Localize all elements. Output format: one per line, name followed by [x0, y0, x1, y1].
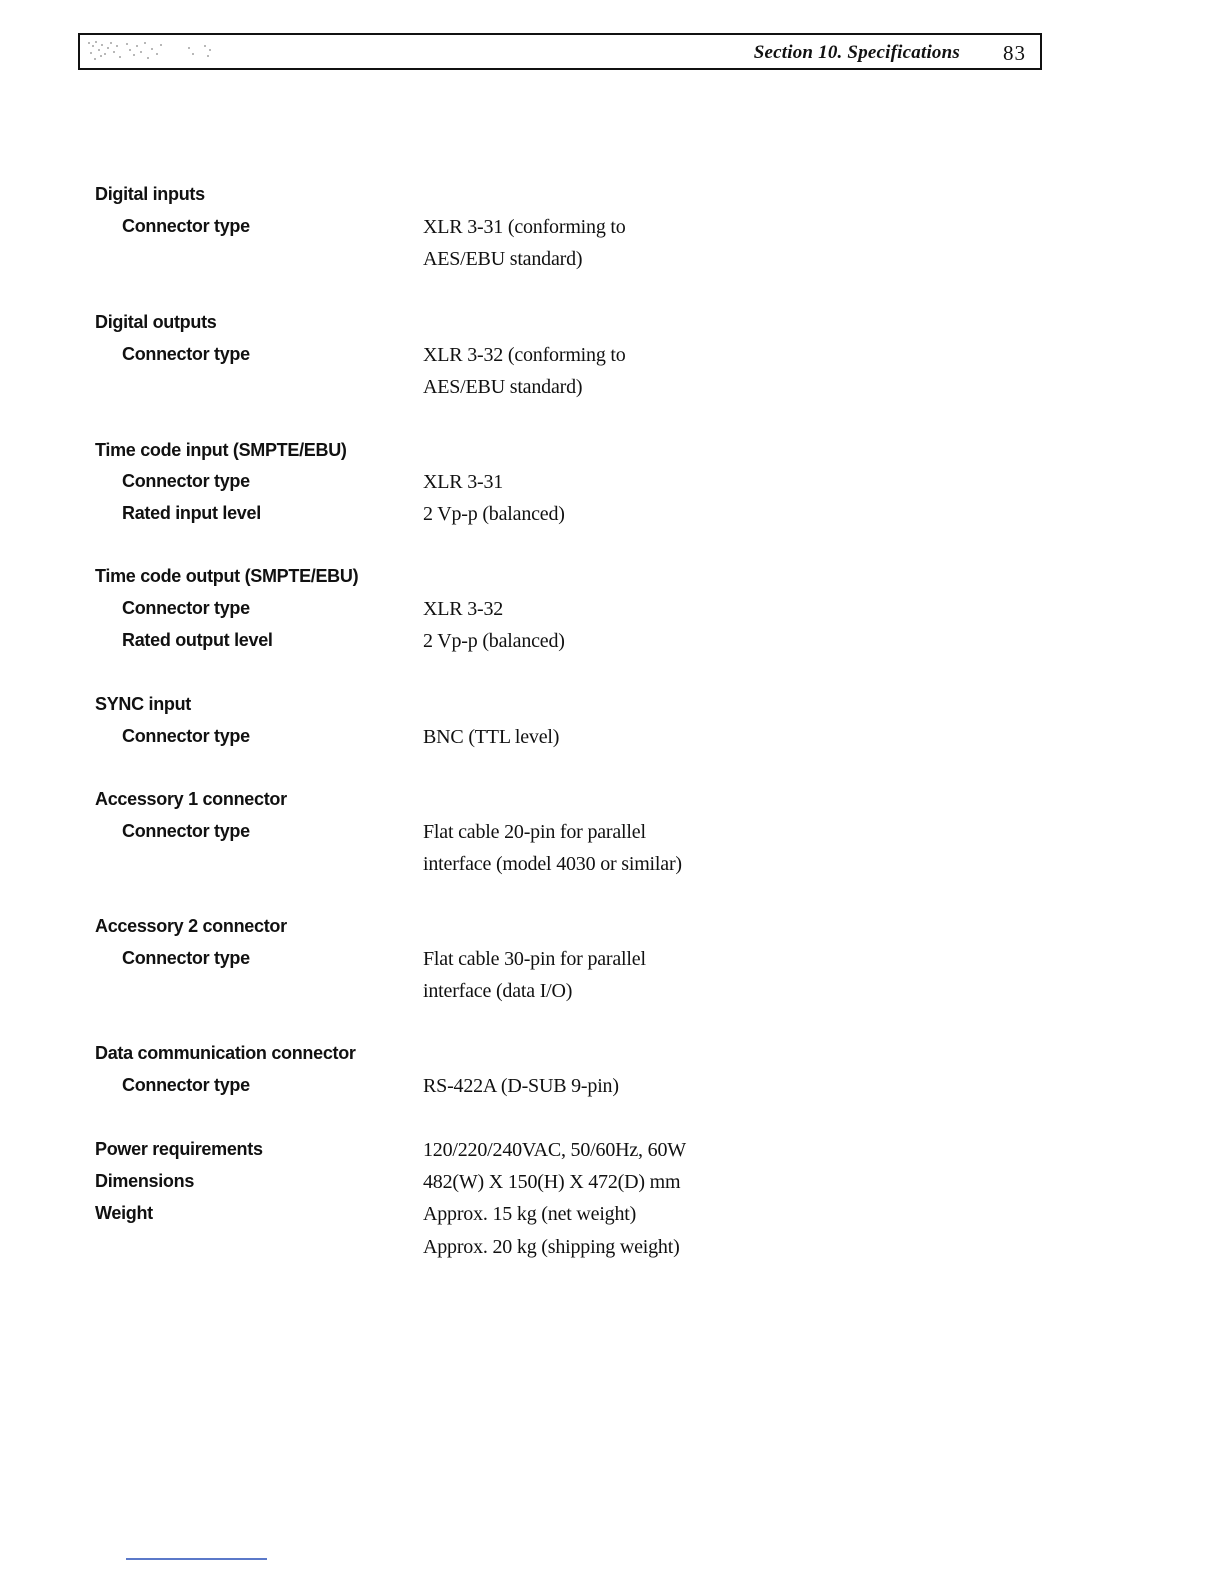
accessory-2-connector-value: Flat cable 30-pin for parallel	[423, 948, 646, 970]
dimensions-label: Dimensions	[95, 1171, 195, 1191]
digital-outputs-connector-label: Connector type	[122, 344, 250, 364]
timecode-output-heading: Time code output (SMPTE/EBU)	[95, 566, 359, 586]
data-comm-heading: Data communication connector	[95, 1043, 356, 1063]
weight-label: Weight	[95, 1203, 153, 1223]
timecode-input-level-value: 2 Vp-p (balanced)	[423, 503, 565, 525]
timecode-input-connector-label: Connector type	[122, 471, 250, 491]
weight-shipping-value: Approx. 20 kg (shipping weight)	[423, 1236, 680, 1258]
footer-rule	[126, 1558, 267, 1560]
accessory-1-heading: Accessory 1 connector	[95, 789, 287, 809]
timecode-input-level-label: Rated input level	[122, 503, 261, 523]
section-title: Section 10. Specifications	[753, 42, 960, 63]
data-comm-connector-label: Connector type	[122, 1075, 250, 1095]
power-value: 120/220/240VAC, 50/60Hz, 60W	[423, 1139, 686, 1161]
sync-input-connector-label: Connector type	[122, 726, 250, 746]
dimensions-value: 482(W) X 150(H) X 472(D) mm	[423, 1171, 681, 1193]
accessory-2-connector-value-cont: interface (data I/O)	[423, 980, 573, 1002]
accessory-2-connector-label: Connector type	[122, 948, 250, 968]
power-label: Power requirements	[95, 1139, 263, 1159]
timecode-output-level-label: Rated output level	[122, 630, 273, 650]
sync-input-heading: SYNC input	[95, 694, 191, 714]
accessory-1-connector-value: Flat cable 20-pin for parallel	[423, 821, 646, 843]
timecode-output-connector-label: Connector type	[122, 598, 250, 618]
timecode-output-connector-value: XLR 3-32	[423, 598, 504, 620]
sync-input-connector-value: BNC (TTL level)	[423, 726, 560, 748]
digital-outputs-connector-value: XLR 3-32 (conforming to	[423, 344, 626, 366]
digital-inputs-connector-value: XLR 3-31 (conforming to	[423, 216, 626, 238]
timecode-input-connector-value: XLR 3-31	[423, 471, 504, 493]
weight-net-value: Approx. 15 kg (net weight)	[423, 1203, 637, 1225]
digital-inputs-heading: Digital inputs	[95, 184, 205, 204]
timecode-input-heading: Time code input (SMPTE/EBU)	[95, 440, 347, 460]
digital-outputs-connector-value-cont: AES/EBU standard)	[423, 376, 583, 398]
accessory-1-connector-value-cont: interface (model 4030 or similar)	[423, 853, 682, 875]
digital-inputs-connector-label: Connector type	[122, 216, 250, 236]
timecode-output-level-value: 2 Vp-p (balanced)	[423, 630, 565, 652]
digital-outputs-heading: Digital outputs	[95, 312, 217, 332]
page-number: 83	[1003, 41, 1026, 65]
accessory-1-connector-label: Connector type	[122, 821, 250, 841]
data-comm-connector-value: RS-422A (D-SUB 9-pin)	[423, 1075, 619, 1097]
accessory-2-heading: Accessory 2 connector	[95, 916, 287, 936]
digital-inputs-connector-value-cont: AES/EBU standard)	[423, 248, 583, 270]
